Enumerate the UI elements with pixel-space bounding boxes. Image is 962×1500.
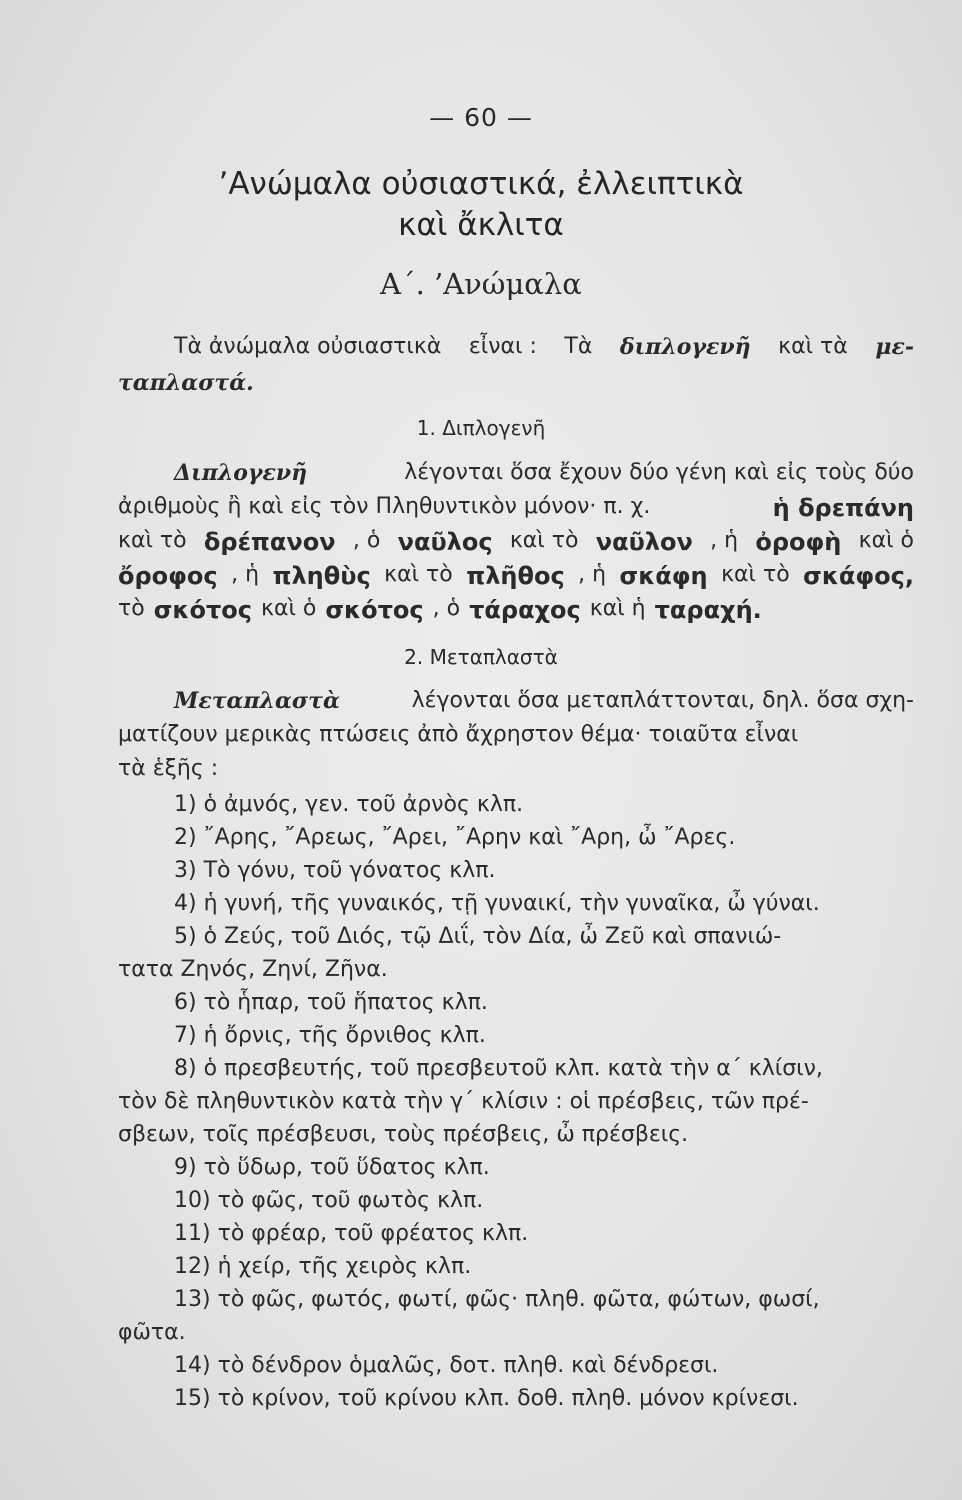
list-item: 11) τὸ φρέαρ, τοῦ φρέατος κλπ. [174,1221,529,1246]
section1-line-1: Διπλογενῆ λέγονται ὅσα ἔχουν δύο γένη καὶ εἰς τοὺς δύο [174,460,914,486]
intro-line-2: ταπλαστά. [118,370,254,396]
section2-line-3: τὰ ἑξῆς : [118,756,219,781]
list-item-continuation: φῶτα. [118,1320,186,1345]
section-title: Α΄. ’Ανώμαλα [380,267,582,301]
chapter-title-line2: καὶ ἄκλιτα [398,207,564,243]
section2-line-1: Μεταπλαστὰ λέγονται ὅσα μεταπλάττονται, δηλ. ὅσα σχη- [174,688,914,714]
section1-line-5: τὸ σκότος καὶ ὁ σκότος , ὁ τάραχος καὶ ἡ ταραχή. [118,596,762,624]
list-item: 2) ῎Αρης, ῎Αρεως, ῎Αρει, ῎Αρην καὶ ῎Αρη, ὦ ῎Αρες. [174,825,736,850]
section2-line-2: ματίζουν μερικὰς πτώσεις ἀπὸ ἄχρηστον θέμα· τοιαῦτα εἶναι [118,722,799,747]
list-item-continuation: τὸν δὲ πληθυντικὸν κατὰ τὴν γ΄ κλίσιν : οἱ πρέσβεις, τῶν πρέ- [118,1089,809,1114]
list-item: 1) ὁ ἀμνός, γεν. τοῦ ἀρνὸς κλπ. [174,792,524,817]
section1-line-4: ὄροφος , ἡ πληθὺς καὶ τὸ πλῆθος , ἡ σκάφη καὶ τὸ σκάφος, [118,562,914,590]
list-item-continuation: σβεων, τοῖς πρέσβευσι, τοὺς πρέσβεις, ὦ πρέσβεις. [118,1122,689,1147]
page-number: — 60 — [429,103,533,132]
list-item: 4) ἡ γυνή, τῆς γυναικός, τῇ γυναικί, τὴν γυναῖκα, ὦ γύναι. [174,891,820,916]
chapter-title-line1: ’Ανώμαλα οὐσιαστικά, ἐλλειπτικὰ [218,166,744,202]
section1-line-3: καὶ τὸ δρέπανον , ὁ ναῦλος καὶ τὸ ναῦλον , ἡ ὀροφὴ καὶ ὁ [118,528,914,556]
section1-heading: 1. Διπλογενῆ [416,416,546,440]
list-item: 9) τὸ ὕδωρ, τοῦ ὕδατος κλπ. [174,1155,490,1180]
list-item: 5) ὁ Ζεύς, τοῦ Διός, τῷ Διΐ, τὸν Δία, ὦ Ζεῦ καὶ σπανιώ- [174,924,782,949]
list-item: 8) ὁ πρεσβευτής, τοῦ πρεσβευτοῦ κλπ. κατὰ τὴν α΄ κλίσιν, [174,1056,823,1081]
list-item: 13) τὸ φῶς, φωτός, φωτί, φῶς· πληθ. φῶτα, φώτων, φωσί, [174,1287,820,1312]
list-item: 7) ἡ ὄρνις, τῆς ὄρνιθος κλπ. [174,1023,486,1048]
list-item: 15) τὸ κρίνον, τοῦ κρίνου κλπ. δοθ. πληθ. μόνον κρίνεσι. [174,1386,799,1411]
list-item-continuation: τατα Ζηνός, Ζηνί, Ζῆνα. [118,957,388,982]
section2-heading: 2. Μεταπλαστὰ [404,645,558,669]
list-item: 14) τὸ δένδρον ὁμαλῶς, δοτ. πληθ. καὶ δένδρεσι. [174,1353,719,1378]
section1-line-2: ἀριθμοὺς ἢ καὶ εἰς τὸν Πληθυντικὸν μόνον· π. χ. ἡ δρεπάνη [118,494,914,522]
list-item: 10) τὸ φῶς, τοῦ φωτὸς κλπ. [174,1188,484,1213]
list-item: 3) Τὸ γόνυ, τοῦ γόνατος κλπ. [174,858,496,883]
intro-line-1: Τὰ ἀνώμαλα οὐσιαστικὰ εἶναι : Τὰ διπλογενῆ καὶ τὰ με- [174,334,914,360]
list-item: 6) τὸ ἧπαρ, τοῦ ἥπατος κλπ. [174,990,488,1015]
list-item: 12) ἡ χείρ, τῆς χειρὸς κλπ. [174,1254,472,1279]
